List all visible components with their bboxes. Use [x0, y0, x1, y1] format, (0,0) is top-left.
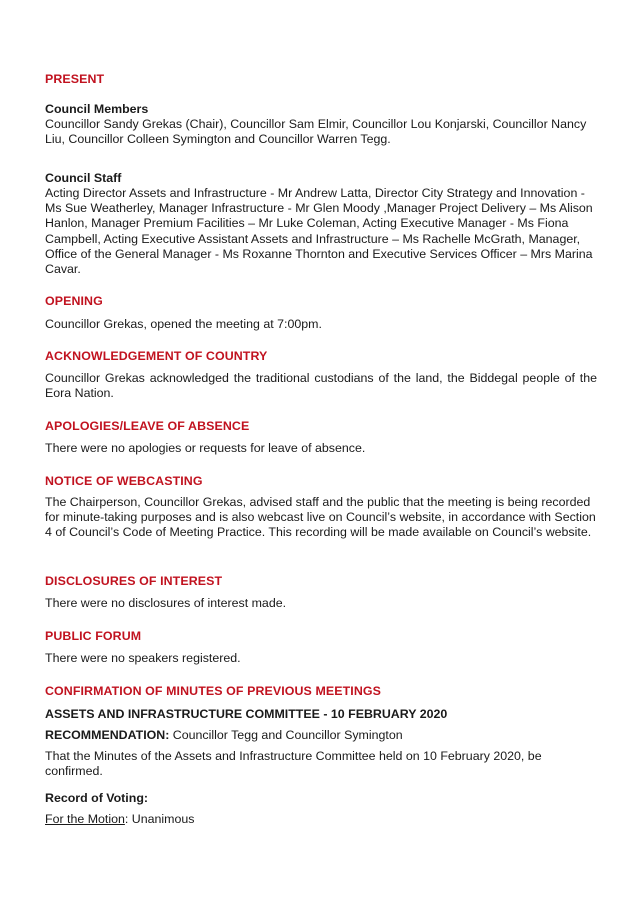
council-staff-heading: Council Staff [45, 171, 122, 185]
motion-result: : Unanimous [124, 812, 195, 826]
recommendation-text: Councillor Tegg and Councillor Symington [169, 728, 403, 742]
committee-title: ASSETS AND INFRASTRUCTURE COMMITTEE - 10 FEBRUARY 2020 [45, 707, 448, 721]
webcasting-text: The Chairperson, Councillor Grekas, advised staff and the public that the meeting is being recorded for minute-taking purposes and is also webcast live on Council’s website, in accordance with Section 4 of Council’s Code of Meeting Practice. This recording will be made available on Council’s website. [45, 495, 596, 540]
council-members-text: Councillor Sandy Grekas (Chair), Councillor Sam Elmir, Councillor Lou Konjarski, Councillor Nancy Liu, Councillor Colleen Symington and Councillor Warren Tegg. [45, 117, 587, 147]
resolution-text: That the Minutes of the Assets and Infrastructure Committee held on 10 February 2020, be confirmed. [45, 749, 542, 779]
council-staff-text: Acting Director Assets and Infrastructure - Mr Andrew Latta, Director City Strategy and Innovation - Ms Sue Weatherley, Manager Infrastructure - Mr Glen Moody ,Manager Project Delivery – Ms Alison Hanlon, Manager Premium Facilities – Mr Luke Coleman, Acting Executive Manager - Ms Fiona Campbell, Acting Executive Assistant Assets and Infrastructure – Ms Rachelle McGrath, Manager, Office of the General Manager - Ms Roxanne Thornton and Executive Services Officer – Mrs Marina Cavar. [45, 186, 593, 277]
opening-heading: OPENING [45, 294, 103, 308]
apologies-heading: APOLOGIES/LEAVE OF ABSENCE [45, 419, 250, 433]
apologies-text: There were no apologies or requests for leave of absence. [45, 441, 366, 455]
disclosures-text: There were no disclosures of interest made. [45, 596, 287, 610]
recommendation-line [45, 728, 597, 743]
public-forum-text: There were no speakers registered. [45, 651, 241, 665]
record-of-voting-heading: Record of Voting: [45, 791, 149, 805]
for-the-motion-label: For the Motion [45, 812, 125, 826]
confirmation-heading: CONFIRMATION OF MINUTES OF PREVIOUS MEETINGS [45, 684, 381, 698]
present-heading: PRESENT [45, 72, 105, 86]
opening-text: Councillor Grekas, opened the meeting at 7:00pm. [45, 317, 322, 331]
webcasting-heading: NOTICE OF WEBCASTING [45, 474, 203, 488]
acknowledgement-text: Councillor Grekas acknowledged the traditional custodians of the land, the Biddegal people of the Eora Nation. [45, 371, 597, 401]
public-forum-heading: PUBLIC FORUM [45, 629, 142, 643]
acknowledgement-heading: ACKNOWLEDGEMENT OF COUNTRY [45, 349, 268, 363]
motion-line [45, 812, 597, 827]
recommendation-label: RECOMMENDATION: [45, 728, 170, 742]
council-members-heading: Council Members [45, 102, 149, 116]
disclosures-heading: DISCLOSURES OF INTEREST [45, 574, 223, 588]
